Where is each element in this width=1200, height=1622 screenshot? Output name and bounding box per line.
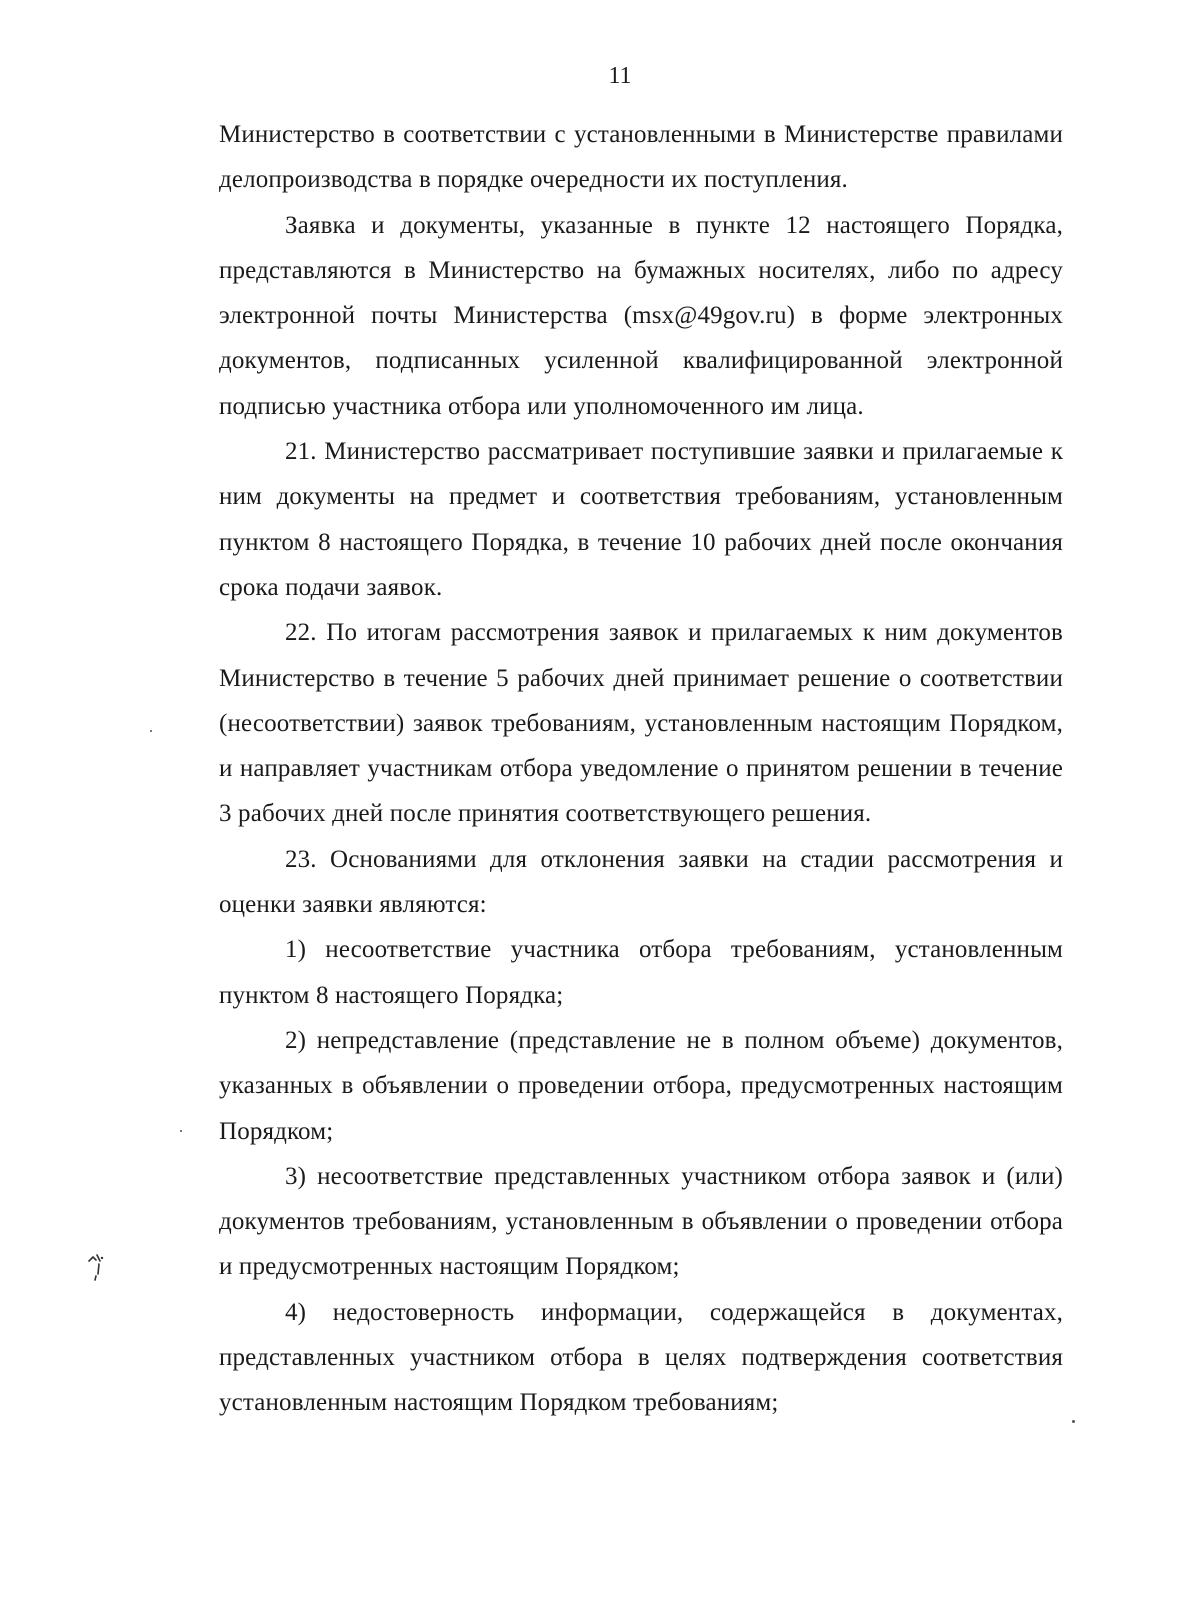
scan-artifact-dot: [150, 730, 152, 732]
list-item-1: 1) несоответствие участника отбора требованиям, установленным пунктом 8 настоящего Порядка;: [219, 936, 1063, 1009]
scan-artifact-dot: [1072, 1420, 1075, 1423]
list-item-3: 3) несоответствие представленных участником отбора заявок и (или) документов требованиям, установленным в объявлении о проведении отбора и предусмотренных настоящим Порядком;: [219, 1162, 1063, 1281]
document-body: [219, 112, 1063, 1426]
paragraph-item-22: 22. По итогам рассмотрения заявок и прилагаемых к ним документов Министерство в течение 5 рабочих дней принимает решение о соответствии (несоответствии) заявок требованиям, установленным настоящим Порядком, и направляет участникам отбора уведомление о принятом решении в течение 3 рабочих дней после принятия соответствующего решения.: [219, 619, 1063, 828]
paragraph-item-23: 23. Основаниями для отклонения заявки на стадии рассмотрения и оценки заявки являются:: [219, 845, 1063, 919]
paragraph-item-21: 21. Министерство рассматривает поступившие заявки и прилагаемые к ним документы на предмет и соответствия требованиям, установленным пунктом 8 настоящего Порядка, в течение 10 рабочих дней после окончания срока подачи заявок.: [219, 438, 1063, 601]
scan-artifact-dot: [180, 1130, 182, 1132]
paragraph-continuation: Министерство в соответствии с установленными в Министерстве правилами делопроизводства в порядке очередности их поступления.: [219, 121, 1063, 194]
paragraph-application-submission: Заявка и документы, указанные в пункте 12 настоящего Порядка, представляются в Министерство на бумажных носителях, либо по адресу электронной почты Министерства (msx@49gov.ru) в форме электронных документов, подписанных усиленной квалифицированной электронной подписью участника отбора или уполномоченного им лица.: [219, 211, 1063, 420]
page-number: 11: [608, 63, 632, 89]
list-item-4: 4) недостоверность информации, содержащейся в документах, представленных участником отбора в целях подтверждения соответствия установленным настоящим Порядком требованиям;: [219, 1298, 1063, 1417]
list-item-2: 2) непредставление (представление не в полном объеме) документов, указанных в объявлении о проведении отбора, предусмотренных настоящим Порядком;: [219, 1026, 1063, 1145]
scan-artifact-mark: [86, 1252, 108, 1282]
